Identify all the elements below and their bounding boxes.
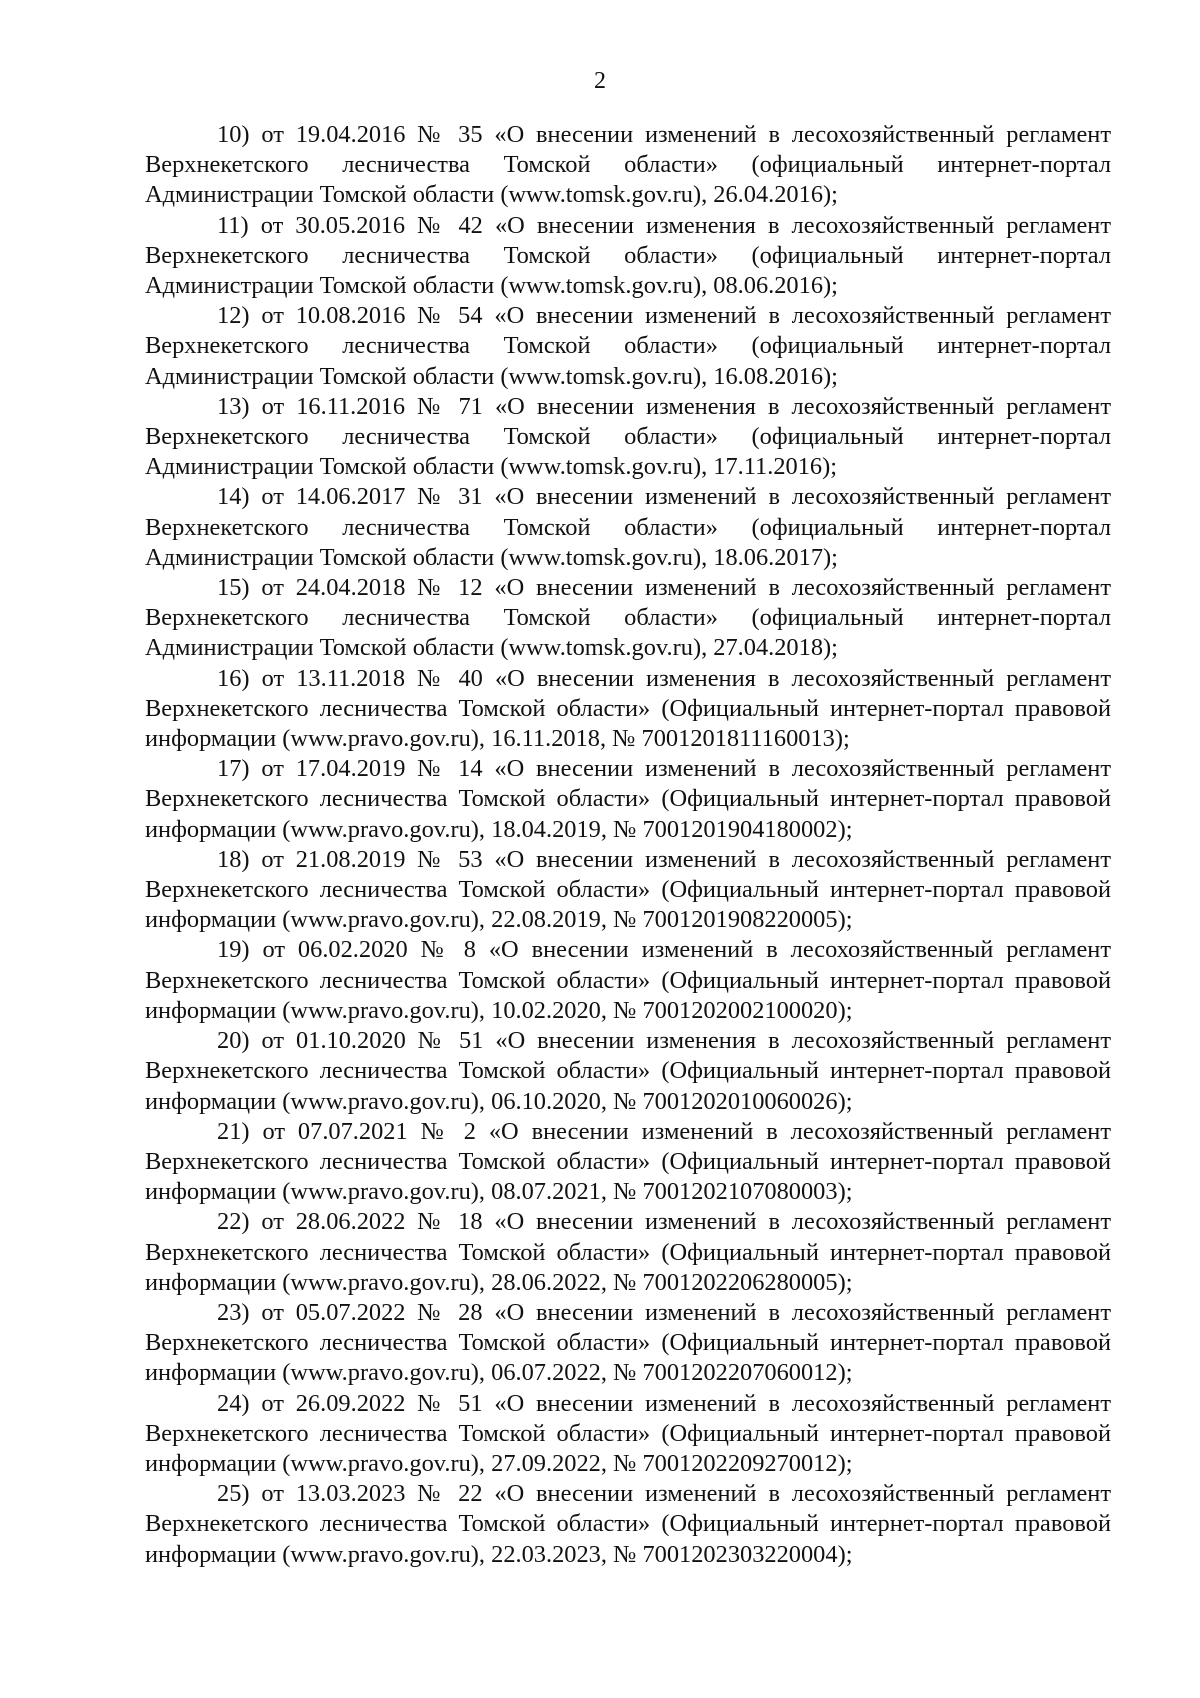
- list-item: 16) от 13.11.2018 № 40 «О внесении изменения в лесохозяйственный регламент Верхнекетского лесничества Томской области» (Официальный интернет-портал правовой информации (www.pravo.gov.ru), 16.11.2018, № 7001201811160013);: [145, 664, 1111, 753]
- list-item: 11) от 30.05.2016 № 42 «О внесении изменения в лесохозяйственный регламент Верхнекетского лесничества Томской области» (официальный интернет-портал Администрации Томской области (www.tomsk.gov.ru), 08.06.2016);: [145, 211, 1111, 300]
- page-number: 2: [594, 68, 606, 94]
- list-item: 10) от 19.04.2016 № 35 «О внесении изменений в лесохозяйственный регламент Верхнекетского лесничества Томской области» (официальный интернет-портал Администрации Томской области (www.tomsk.gov.ru), 26.04.2016);: [145, 121, 1111, 209]
- list-item: 23) от 05.07.2022 № 28 «О внесении изменений в лесохозяйственный регламент Верхнекетского лесничества Томской области» (Официальный интернет-портал правовой информации (www.pravo.gov.ru), 06.07.2022, № 7001202207060012);: [145, 1298, 1111, 1387]
- amendment-list: [145, 120, 1111, 1570]
- list-item: 12) от 10.08.2016 № 54 «О внесении изменений в лесохозяйственный регламент Верхнекетского лесничества Томской области» (официальный интернет-портал Администрации Томской области (www.tomsk.gov.ru), 16.08.2016);: [145, 302, 1111, 390]
- list-item: 20) от 01.10.2020 № 51 «О внесении изменения в лесохозяйственный регламент Верхнекетского лесничества Томской области» (Официальный интернет-портал правовой информации (www.pravo.gov.ru), 06.10.2020, № 7001202010060026);: [145, 1027, 1111, 1115]
- list-item: 19) от 06.02.2020 № 8 «О внесении изменений в лесохозяйственный регламент Верхнекетского лесничества Томской области» (Официальный интернет-портал правовой информации (www.pravo.gov.ru), 10.02.2020, № 7001202002100020);: [145, 936, 1111, 1024]
- list-item: 17) от 17.04.2019 № 14 «О внесении изменений в лесохозяйственный регламент Верхнекетского лесничества Томской области» (Официальный интернет-портал правовой информации (www.pravo.gov.ru), 18.04.2019, № 7001201904180002);: [145, 755, 1111, 843]
- list-item: 18) от 21.08.2019 № 53 «О внесении изменений в лесохозяйственный регламент Верхнекетского лесничества Томской области» (Официальный интернет-портал правовой информации (www.pravo.gov.ru), 22.08.2019, № 7001201908220005);: [145, 845, 1111, 934]
- list-item: 21) от 07.07.2021 № 2 «О внесении изменений в лесохозяйственный регламент Верхнекетского лесничества Томской области» (Официальный интернет-портал правовой информации (www.pravo.gov.ru), 08.07.2021, № 7001202107080003);: [145, 1117, 1111, 1206]
- list-item: 24) от 26.09.2022 № 51 «О внесении изменений в лесохозяйственный регламент Верхнекетского лесничества Томской области» (Официальный интернет-портал правовой информации (www.pravo.gov.ru), 27.09.2022, № 7001202209270012);: [145, 1389, 1111, 1477]
- list-item: 22) от 28.06.2022 № 18 «О внесении изменений в лесохозяйственный регламент Верхнекетского лесничества Томской области» (Официальный интернет-портал правовой информации (www.pravo.gov.ru), 28.06.2022, № 7001202206280005);: [145, 1208, 1111, 1296]
- list-item: 25) от 13.03.2023 № 22 «О внесении изменений в лесохозяйственный регламент Верхнекетского лесничества Томской области» (Официальный интернет-портал правовой информации (www.pravo.gov.ru), 22.03.2023, № 7001202303220004);: [145, 1480, 1111, 1568]
- list-item: 13) от 16.11.2016 № 71 «О внесении изменения в лесохозяйственный регламент Верхнекетского лесничества Томской области» (официальный интернет-портал Администрации Томской области (www.tomsk.gov.ru), 17.11.2016);: [145, 392, 1111, 481]
- list-item: 14) от 14.06.2017 № 31 «О внесении изменений в лесохозяйственный регламент Верхнекетского лесничества Томской области» (официальный интернет-портал Администрации Томской области (www.tomsk.gov.ru), 18.06.2017);: [145, 483, 1111, 571]
- list-item: 15) от 24.04.2018 № 12 «О внесении изменений в лесохозяйственный регламент Верхнекетского лесничества Томской области» (официальный интернет-портал Администрации Томской области (www.tomsk.gov.ru), 27.04.2018);: [145, 574, 1111, 662]
